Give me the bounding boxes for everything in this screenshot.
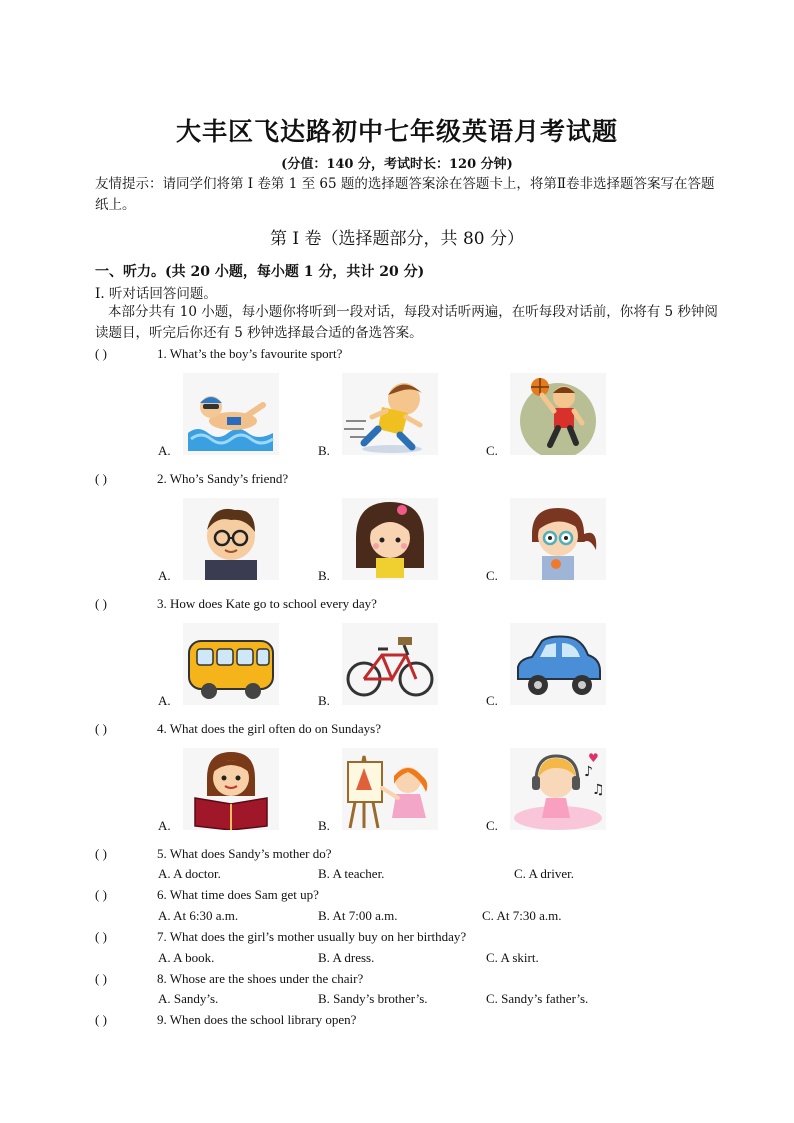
part1-subtitle: I. 听对话回答问题。 [95,286,217,302]
option-c: C. Sandy’s father’s. [486,991,589,1006]
part1-intro: 本部分共有 10 小题，每小题你将听到一段对话，每段对话听两遍，在听每段对话前，你将有 5 秒钟阅读题目，听完后你还有 5 秒钟选择最合适的备选答案。 [95,304,718,341]
part1-title: 一、听力。(共 20 小题，每小题 1 分，共计 20 分) [95,264,425,280]
answer-paren: ( ) [95,887,107,902]
svg-text:♪: ♪ [584,764,593,780]
basketball-boy-icon [510,373,606,455]
option-label: C. [486,568,498,583]
question-text: 3. How does Kate go to school every day? [157,596,377,611]
question-1 [95,346,342,362]
answer-paren: ( ) [95,596,107,611]
exam-title: 大丰区飞达路初中七年级英语月考试题 [175,117,618,146]
option-label: B. [318,693,330,708]
question-6 [95,887,319,903]
option-label: B. [318,443,330,458]
girl-listening-music-icon [510,748,606,830]
question-text: 8. Whose are the shoes under the chair? [157,971,364,986]
option-label: A. [158,568,171,583]
option-a: A. A doctor. [158,866,221,881]
option-label: B. [318,818,330,833]
option-b: B. A teacher. [318,866,385,881]
option-a: A. A book. [158,950,215,965]
option-b: B. A dress. [318,950,375,965]
question-text: 1. What’s the boy’s favourite sport? [157,346,343,361]
option-a: A. Sandy’s. [158,991,219,1006]
option-label: A. [158,443,171,458]
option-c: C. A skirt. [486,950,539,965]
question-text: 2. Who’s Sandy’s friend? [157,471,289,486]
running-boy-icon [342,373,438,455]
option-a: A. At 6:30 a.m. [158,908,239,923]
answer-paren: ( ) [95,346,107,361]
option-label: A. [158,818,171,833]
svg-text:♫: ♫ [592,782,605,798]
question-5 [95,846,332,862]
question-3 [95,596,377,612]
option-b: B. Sandy’s brother’s. [318,991,428,1006]
answer-paren: ( ) [95,1012,107,1027]
option-b: B. At 7:00 a.m. [318,908,398,923]
car-icon [510,623,606,705]
girl-reading-icon [183,748,279,830]
boy-with-glasses-icon [183,498,279,580]
option-label: B. [318,568,330,583]
answer-paren: ( ) [95,971,107,986]
question-8 [95,971,363,987]
question-text: 9. When does the school library open? [157,1012,357,1027]
option-label: A. [158,693,171,708]
option-c: C. A driver. [514,866,574,881]
girl-with-bangs-icon [342,498,438,580]
question-text: 6. What time does Sam get up? [157,887,319,902]
question-text: 5. What does Sandy’s mother do? [157,846,332,861]
notice-text: 友情提示：请同学们将第 I 卷第 1 至 65 题的选择题答案涂在答题卡上，将第Ⅱ卷非选择题答案写在答题纸上。 [95,176,715,213]
option-label: C. [486,818,498,833]
question-7 [95,929,466,945]
answer-paren: ( ) [95,846,107,861]
section-title: 第 I 卷（选择题部分，共 80 分） [270,229,524,249]
answer-paren: ( ) [95,721,107,736]
answer-paren: ( ) [95,929,107,944]
bicycle-icon [342,623,438,705]
question-4 [95,721,381,737]
bus-icon [183,623,279,705]
girl-with-glasses-icon [510,498,606,580]
girl-painting-icon [342,748,438,830]
option-label: C. [486,443,498,458]
swimming-boy-icon [183,373,279,455]
answer-paren: ( ) [95,471,107,486]
question-2 [95,471,288,487]
exam-subtitle: (分值：140 分，考试时长：120 分钟) [281,157,513,172]
question-text: 7. What does the girl’s mother usually buy on her birthday? [157,929,467,944]
question-9 [95,1012,356,1028]
option-c: C. At 7:30 a.m. [482,908,562,923]
svg-text:♥: ♥ [588,751,599,765]
question-text: 4. What does the girl often do on Sundays? [157,721,381,736]
option-label: C. [486,693,498,708]
